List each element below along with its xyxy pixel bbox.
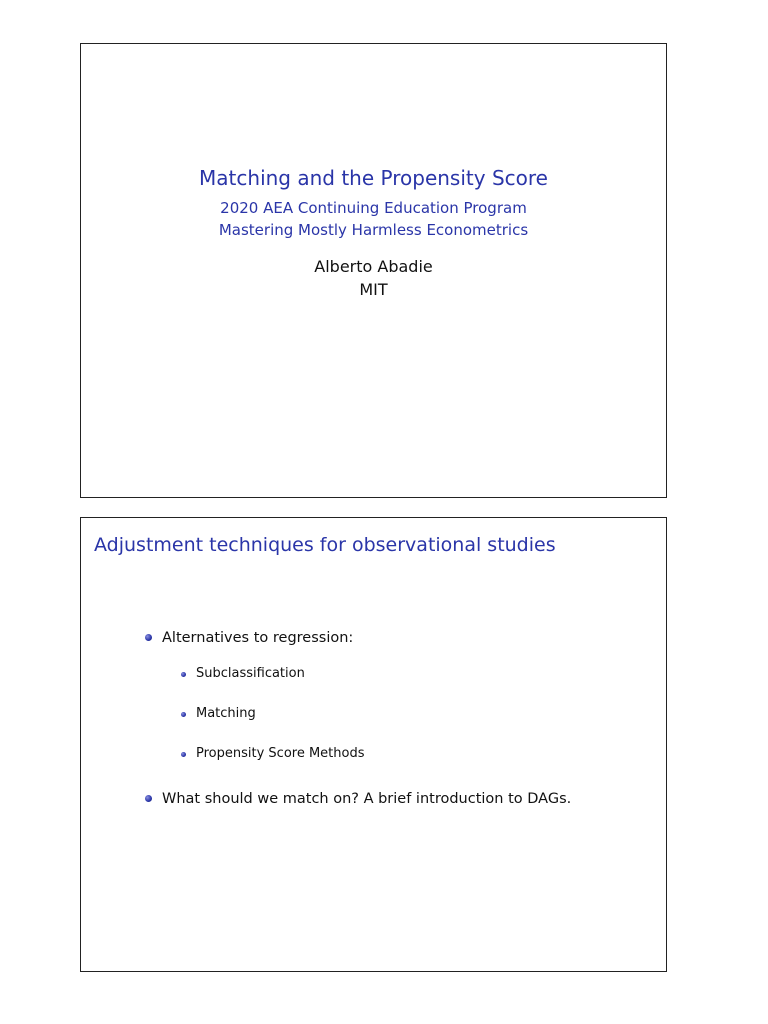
subtitle-line-2: Mastering Mostly Harmless Econometrics <box>218 221 529 239</box>
sub-bullet-text: Propensity Score Methods <box>196 746 365 761</box>
author-block <box>81 255 666 301</box>
bullet-item <box>145 628 571 763</box>
sub-bullet-dot-icon <box>181 752 186 757</box>
frame-title: Adjustment techniques for observational studies <box>94 534 556 556</box>
sub-bullet-dot-icon <box>181 712 186 717</box>
sub-bullet-dot-icon <box>181 672 186 677</box>
title-slide <box>80 43 667 498</box>
title-block <box>81 165 666 301</box>
subtitle-line-1: 2020 AEA Continuing Education Program <box>220 199 527 217</box>
sub-bullet-text: Subclassification <box>196 666 305 681</box>
sub-bullet-item <box>181 665 571 683</box>
bullet-dot-icon <box>145 634 152 641</box>
presentation-title: Matching and the Propensity Score <box>199 166 548 190</box>
sub-bullet-item <box>181 745 571 763</box>
author-institution: MIT <box>359 280 388 299</box>
sub-bullet-list <box>181 665 571 763</box>
bullet-list <box>145 628 571 809</box>
bullet-text: What should we match on? A brief introduction to DAGs. <box>162 791 572 807</box>
sub-bullet-text: Matching <box>196 706 256 721</box>
bullet-item <box>145 789 571 809</box>
bullet-dot-icon <box>145 795 152 802</box>
content-slide <box>80 517 667 972</box>
author-name: Alberto Abadie <box>314 257 433 276</box>
sub-bullet-item <box>181 705 571 723</box>
bullet-text: Alternatives to regression: <box>162 630 354 646</box>
